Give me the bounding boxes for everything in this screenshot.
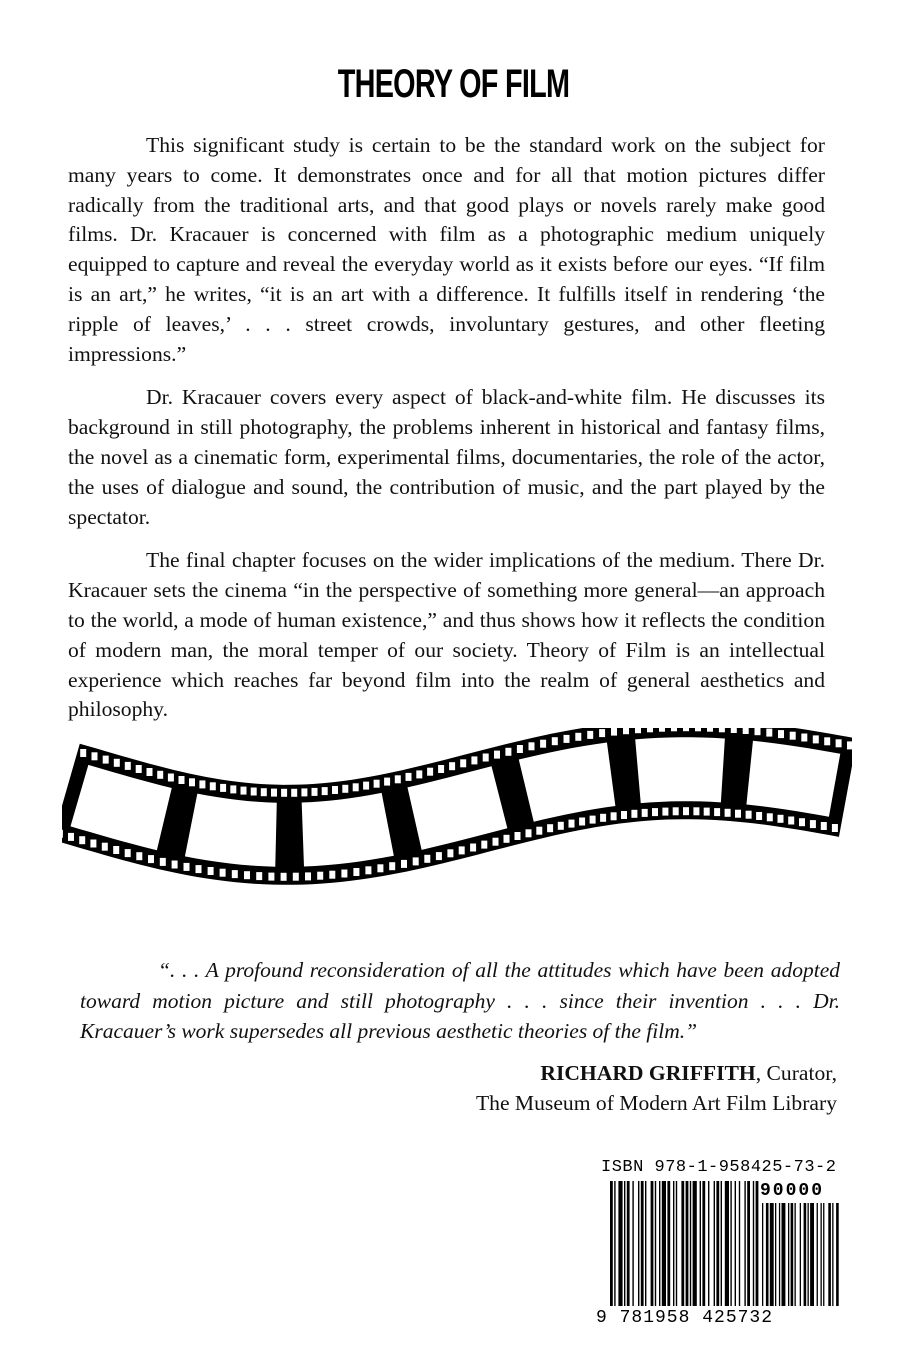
film-strip-icon (62, 728, 852, 898)
review-quote (80, 955, 840, 1047)
paragraph-1: This significant study is certain to be the standard work on the subject for many years to come. It demonstrates once and for all that motion pictures differ radically from the traditional arts, and that good plays or novels rarely make good films. Dr. Kracauer is concerned with film as a photographic medium uniquely equipped to capture and reveal the everyday world as it exists before our eyes. “If film is an art,” he writes, “it is an art with a difference. It fulfills itself in rendering ‘the ripple of leaves,’ . . . street crowds, involuntary gestures, and other fleeting impressions.” (68, 133, 825, 366)
description (68, 131, 825, 739)
quote-text: “. . . A profound reconsideration of all the attitudes which have been adopted toward motion picture and still photography . . . since their invention . . . Dr. Kracauer’s work supersedes all previous aesthetic theories of the film.” (80, 958, 840, 1043)
isbn-label: ISBN 978-1-958425-73-2 (601, 1158, 837, 1177)
paragraph-3: The final chapter focuses on the wider implications of the medium. There Dr. Kracauer sets the cinema “in the perspective of something more general—an approach to the world, a mode of human existence,” and thus shows how it reflects the condition of modern man, the moral temper of our society. Theory of Film is an intellectual experience which reaches far beyond film into the realm of general aesthetics and philosophy. (68, 548, 825, 722)
price-code: 90000 (760, 1181, 825, 1201)
barcode-number: 9 781958 425732 (596, 1308, 774, 1328)
paragraph-2: Dr. Kracauer covers every aspect of black-and-white film. He discusses its background in still photography, the problems inherent in historical and fantasy films, the novel as a cinematic form, experimental films, documentaries, the role of the actor, the uses of dialogue and sound, the contribution of music, and the part played by the spectator. (68, 385, 825, 529)
attribution-org: The Museum of Modern Art Film Library (475, 1091, 837, 1115)
attribution-name: RICHARD GRIFFITH (540, 1061, 756, 1085)
attribution (476, 1058, 837, 1118)
attribution-role: , Curator, (755, 1061, 837, 1085)
page-title: THEORY OF FILM (337, 62, 570, 106)
